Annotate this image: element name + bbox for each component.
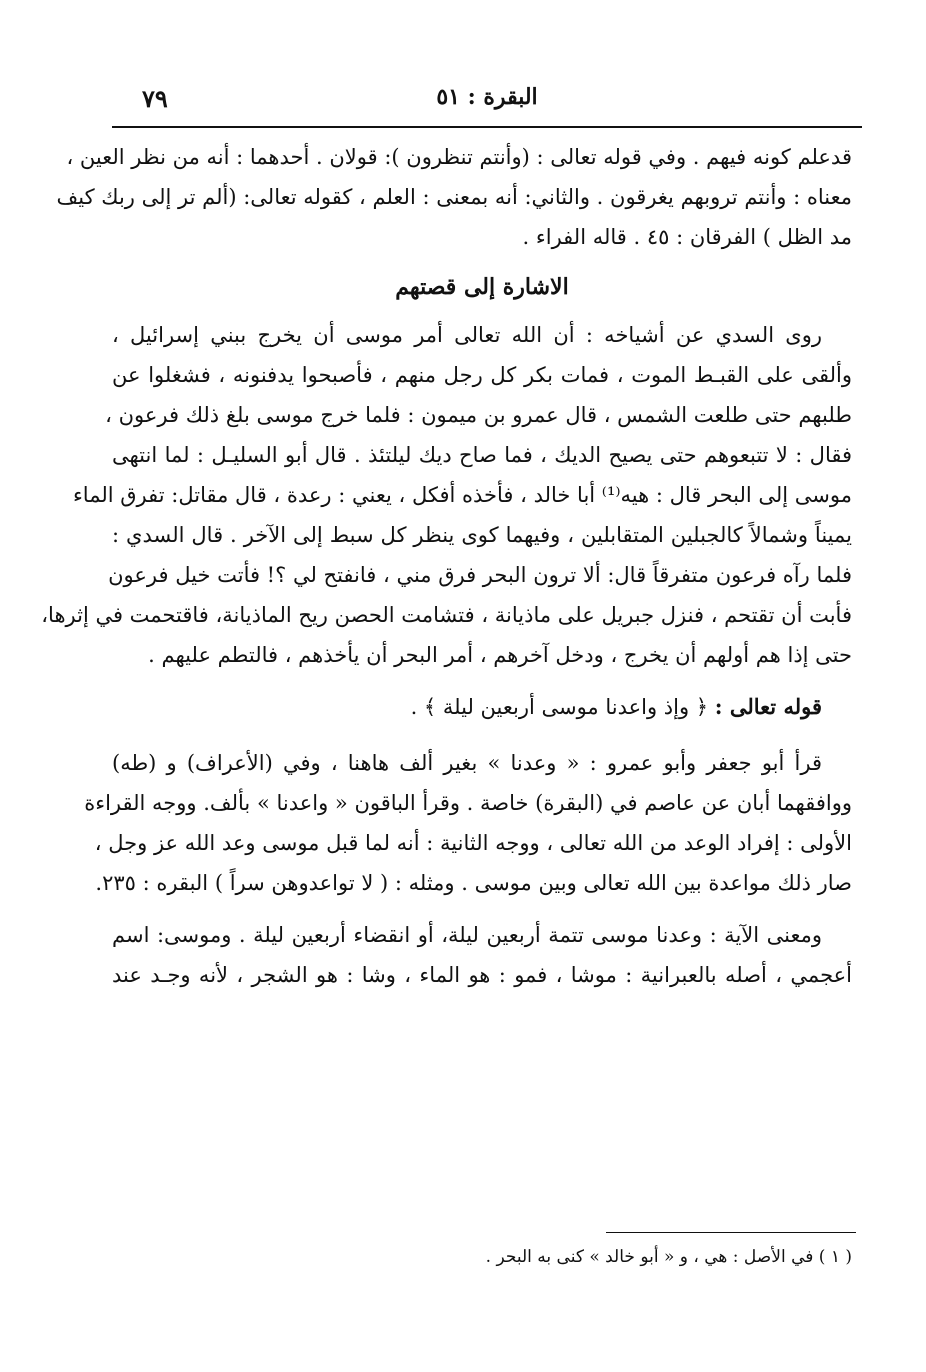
text-line: فقال : لا تتبعوهم حتى يصيح الديك ، فما صاح ديك ليلتئذ . قال أبو السليـل : لما انتهى	[112, 443, 852, 467]
footnote: ( ١ ) في الأصل : هي ، و « أبو خالد » كنى به البحر .	[485, 1247, 852, 1267]
text-line: أعجمي ، أصله بالعبرانية : موشا ، فمو : هو الماء ، وشا : هو الشجر ، لأنه وجـد عند	[112, 963, 852, 987]
text-line: فلما رآه فرعون متفرقاً قال: ألا ترون البحر فرق مني ، فانفتح لي ؟! فأتت خيل فرعون	[108, 563, 852, 587]
text-line: وألقى على القبـط الموت ، فمات بكر كل رجل منهم ، فأصبحوا يدفنونه ، فشغلوا عن	[112, 363, 852, 387]
text-line: ووافقهما أبان عن عاصم في (البقرة) خاصة . وقرأ الباقون « واعدنا » بألف. ووجه القراءة	[84, 791, 852, 815]
paragraph-story	[41, 316, 852, 676]
page-header	[112, 84, 862, 118]
text-line: مد الظل ) الفرقان : ٤٥ . قاله الفراء .	[522, 225, 852, 249]
text-line: فأبت أن تقتحم ، فنزل جبريل على ماذيانة ، فتشامت الحصن ريح الماذيانة، فاقتحمت في إثرها،	[41, 603, 852, 627]
running-title: البقرة : ٥١	[436, 84, 538, 110]
page-body	[41, 138, 852, 996]
verse-text: ﴿ وإذ واعدنا موسى أربعين ليلة ﴾ .	[410, 695, 709, 719]
text-line: موسى إلى البحر قال : هيه⁽¹⁾ أبا خالد ، فأخذه أفكل ، يعني : رعدة ، قال مقاتل: تفرق الماء	[72, 483, 852, 507]
text-line: يميناً وشمالاً كالجبلين المتقابلين ، وفيهما كوى ينظر كل سبط إلى الآخر . قال السدي :	[112, 523, 852, 547]
spacer	[112, 904, 852, 916]
text-line: معناه : وأنتم تروبهم يغرقون . والثاني: أنه بمعنى : العلم ، كقوله تعالى: (ألم تر إلى ربك كيف	[56, 185, 852, 209]
verse-label: قوله تعالى :	[714, 694, 822, 719]
text-line: طلبهم حتى طلعت الشمس ، قال عمرو بن ميمون : فلما خرج موسى بلغ ذلك فرعون ،	[105, 403, 852, 427]
text-line: حتى إذا هم أولهم أن يخرج ، ودخل آخرهم ، أمر البحر أن يأخذهم ، فالتطم عليهم .	[148, 643, 852, 667]
paragraph-qiraat	[84, 744, 852, 904]
header-rule	[112, 126, 862, 128]
text-line: روى السدي عن أشياخه : أن الله تعالى أمر موسى أن يخرج ببني إسرائيل ،	[112, 323, 822, 347]
footnote-rule	[606, 1232, 856, 1233]
spacer	[112, 732, 852, 744]
text-line: ومعنى الآية : وعدنا موسى تتمة أربعين ليلة، أو انقضاء أربعين ليلة . وموسى: اسم	[112, 923, 822, 947]
text-line: قدعلم كونه فيهم . وفي قوله تعالى : (وأنتم تنظرون ): قولان . أحدهما : أنه من نظر العين ،	[66, 145, 852, 169]
spacer	[112, 676, 852, 688]
text-line: صار ذلك مواعدة بين الله تعالى وبين موسى . ومثله : ( لا تواعدوهن سراً ) البقره : ٢٣٥.	[95, 871, 852, 895]
section-heading: الاشارة إلى قصتهم	[395, 274, 569, 300]
verse-heading	[112, 688, 852, 732]
paragraph-nazar	[56, 138, 852, 258]
text-line: قرأ أبو جعفر وأبو عمرو : « وعدنا » بغير ألف هاهنا ، وفي (الأعراف) و (طه)	[112, 751, 822, 775]
paragraph-meaning	[112, 916, 852, 996]
page-number: ٧٩	[142, 84, 168, 113]
text-line: الأولى : إفراد الوعد من الله تعالى ، ووجه الثانية : أنه لما قبل موسى وعد الله عز وجل ،	[94, 831, 852, 855]
